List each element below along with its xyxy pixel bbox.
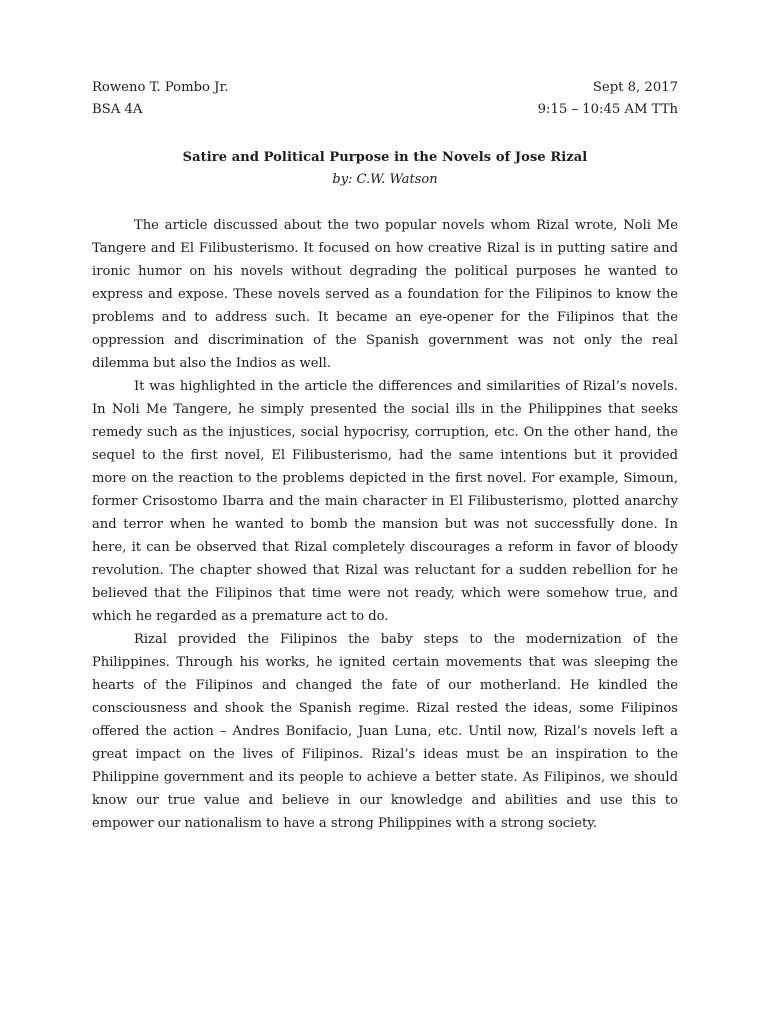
author-name: Roweno T. Pombo Jr. [92,80,229,95]
date: Sept 8, 2017 [592,80,678,95]
document-body [92,214,678,835]
paragraph: The article discussed about the two popular novels whom Rizal wrote, Noli Me Tangere and El Filibusterismo. It focused on how creative Rizal is in putting satire and ironic humor on his novels without degrading the political purposes he wanted to express and expose. These novels served as a foundation for the Filipinos to know the problems and to address such. It became an eye-opener for the Filipinos that the oppression and discrimination of the Spanish government was not only the real dilemma but also the Indios as well. [92,218,678,371]
paragraph: It was highlighted in the article the differences and similarities of Rizal’s novels. In Noli Me Tangere, he simply presented the social ills in the Philippines that seeks remedy such as the injustices, social hypocrisy, corruption, etc. On the other hand, the sequel to the first novel, El Filibusterismo, had the same intentions but it provided more on the reaction to the problems depicted in the first novel. For example, Simoun, former Crisostomo Ibarra and the main character in El Filibusterismo, plotted anarchy and terror when he wanted to bomb the mansion but was not successfully done. In here, it can be observed that Rizal completely discourages a reform in favor of bloody revolution. The chapter showed that Rizal was reluctant for a sudden rebellion for he believed that the Filipinos that time were not ready, which were somehow true, and which he regarded as a premature act to do. [92,379,678,624]
paragraph: Rizal provided the Filipinos the baby steps to the modernization of the Philippines. Through his works, he ignited certain movements that was sleeping the hearts of the Filipinos and changed the fate of our motherland. He kindled the consciousness and shook the Spanish regime. Rizal rested the ideas, some Filipinos offered the action – Andres Bonifacio, Juan Luna, etc. Until now, Rizal’s novels left a great impact on the lives of Filipinos. Rizal’s ideas must be an inspiration to the Philippine government and its people to achieve a better state. As Filipinos, we should know our true value and believe in our knowledge and abilities and use this to empower our nationalism to have a strong Philippines with a strong society. [92,632,678,831]
document-title: Satire and Political Purpose in the Novels of Jose Rizal [182,150,588,165]
section: BSA 4A [92,102,143,117]
byline: by: C.W. Watson [332,172,438,187]
schedule: 9:15 – 10:45 AM TTh [537,102,678,117]
header-row-1 [92,78,678,98]
header-row-2 [92,100,678,120]
